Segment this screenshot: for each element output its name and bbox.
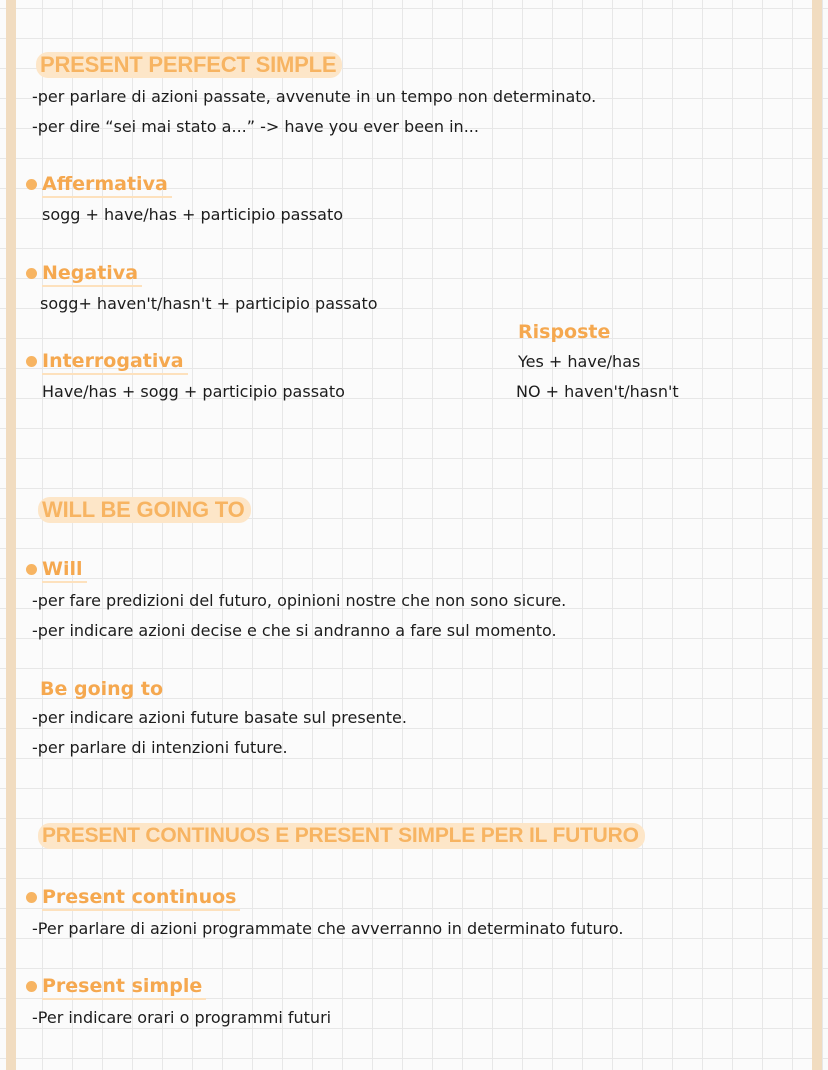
bullet-dot-icon	[26, 356, 37, 367]
formula-affermativa: sogg + have/has + participio passato	[42, 205, 343, 224]
section-title-present-perfect: PRESENT PERFECT SIMPLE	[36, 52, 342, 78]
text-line: -per indicare azioni future basate sul presente.	[32, 708, 407, 727]
risposta-yes: Yes + have/has	[518, 352, 641, 371]
left-margin-rail	[6, 0, 16, 1070]
subheading-negativa: Negativa	[42, 261, 142, 287]
section-title-will-going: WILL BE GOING TO	[38, 497, 251, 523]
bullet-dot-icon	[26, 179, 37, 190]
subheading-going-to: Be going to	[40, 678, 164, 700]
text-line: -per fare predizioni del futuro, opinioni nostre che non sono sicure.	[32, 591, 567, 610]
bullet-dot-icon	[26, 892, 37, 903]
subheading-present-simple: Present simple	[42, 974, 206, 1000]
risposta-no: NO + haven't/hasn't	[516, 382, 679, 401]
text-line: -Per parlare di azioni programmate che avverranno in determinato futuro.	[32, 919, 624, 938]
bullet-dot-icon	[26, 564, 37, 575]
subheading-interrogativa: Interrogativa	[42, 349, 188, 375]
section-title-future: PRESENT CONTINUOS E PRESENT SIMPLE PER IL FUTURO	[38, 823, 645, 849]
text-line: -per dire “sei mai stato a...” -> have you ever been in...	[32, 117, 479, 136]
right-margin-rail	[812, 0, 822, 1070]
text-line: -per parlare di intenzioni future.	[32, 738, 288, 757]
subheading-will: Will	[42, 557, 87, 583]
bullet-dot-icon	[26, 268, 37, 279]
bullet-dot-icon	[26, 981, 37, 992]
subheading-affermativa: Affermativa	[42, 172, 172, 198]
subheading-present-continuos: Present continuos	[42, 885, 240, 911]
text-line: -per parlare di azioni passate, avvenute in un tempo non determinato.	[32, 87, 597, 106]
subheading-risposte: Risposte	[518, 321, 611, 343]
formula-negativa: sogg+ haven't/hasn't + participio passato	[40, 294, 378, 313]
formula-interrogativa: Have/has + sogg + participio passato	[42, 382, 345, 401]
text-line: -Per indicare orari o programmi futuri	[32, 1008, 332, 1027]
text-line: -per indicare azioni decise e che si andranno a fare sul momento.	[32, 621, 557, 640]
